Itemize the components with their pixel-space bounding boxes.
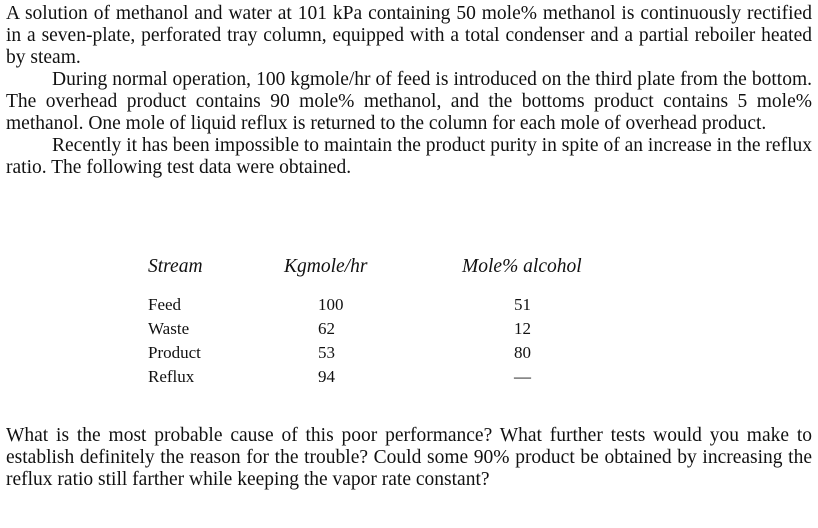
cell-rate: 100 [318, 295, 344, 314]
problem-text [6, 3, 812, 179]
table-header-row [148, 255, 632, 293]
cell-stream: Waste [148, 319, 190, 338]
cell-alcohol: 80 [514, 343, 531, 362]
cell-stream: Reflux [148, 367, 195, 386]
cell-stream: Product [148, 343, 201, 362]
table-row [148, 317, 632, 341]
cell-alcohol: 51 [514, 295, 531, 314]
paragraph-2: During normal operation, 100 kgmole/hr of feed is introduced on the third plate from the bottom. The overhead product contains 90 mole% methanol, and the bottoms product contains 5 mole% methanol. One mole of liquid reflux is returned to the column for each mole of overhead product. [6, 69, 812, 134]
cell-rate: 53 [318, 343, 335, 362]
test-data-table [148, 255, 632, 389]
header-alcohol: Mole% alcohol [462, 256, 582, 277]
cell-alcohol: 12 [514, 319, 531, 338]
question-paragraph: What is the most probable cause of this poor performance? What further tests would you make to establish definitely the reason for the trouble? Could some 90% product be obtained by increasing the reflux ratio still farther while keeping the vapor rate constant? [6, 425, 812, 490]
cell-rate: 62 [318, 319, 335, 338]
paragraph-3: Recently it has been impossible to maintain the product purity in spite of an increase in the reflux ratio. The following test data were obtained. [6, 135, 812, 178]
cell-stream: Feed [148, 295, 182, 314]
cell-rate: 94 [318, 367, 335, 386]
question-block [6, 425, 812, 491]
header-rate: Kgmole/hr [284, 256, 368, 277]
table-row [148, 365, 632, 389]
table-row [148, 341, 632, 365]
table-row [148, 293, 632, 317]
paragraph-1: A solution of methanol and water at 101 kPa containing 50 mole% methanol is continuously rectified in a seven-plate, perforated tray column, equipped with a total condenser and a partial reboiler heated by steam. [6, 3, 812, 68]
header-stream: Stream [148, 256, 203, 277]
cell-alcohol: — [514, 367, 531, 386]
